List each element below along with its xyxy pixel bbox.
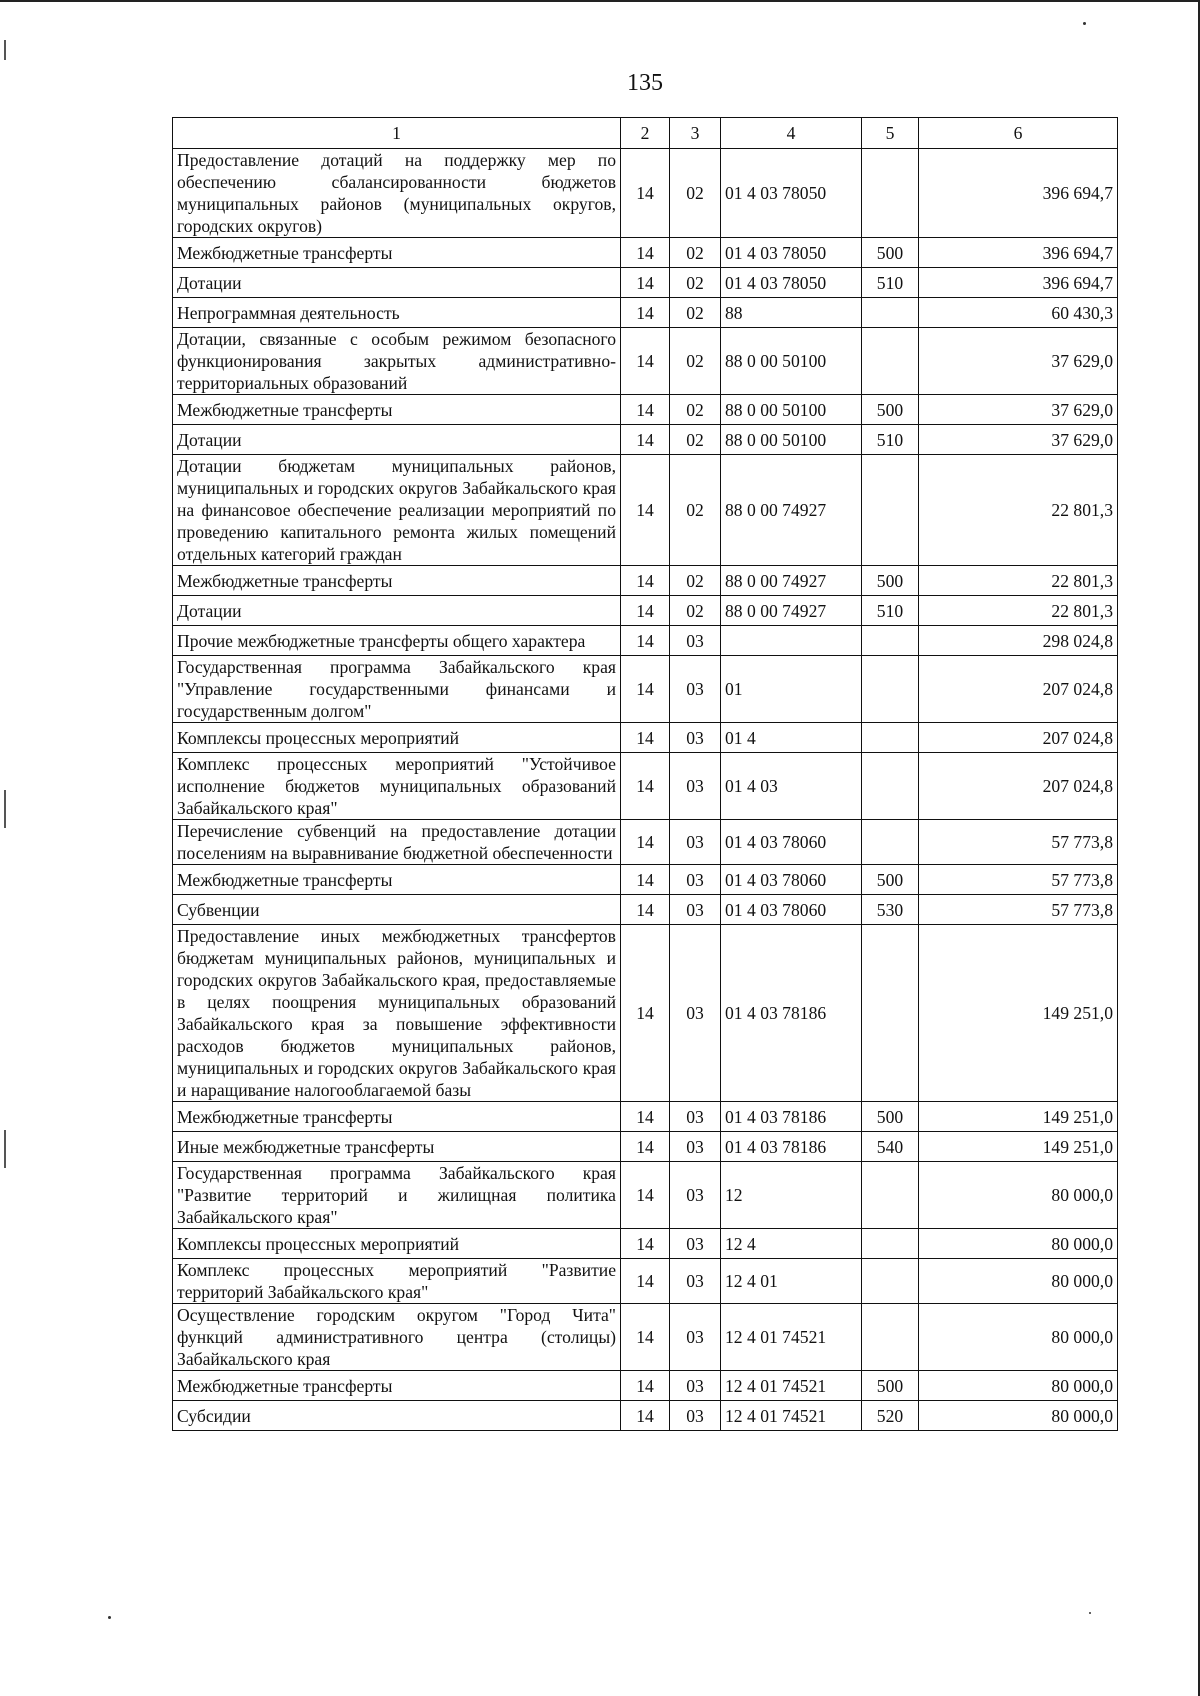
table-row	[173, 865, 1118, 895]
subsection-code-cell: 03	[670, 1304, 721, 1371]
section-code-cell: 14	[621, 1229, 670, 1259]
section-code-cell: 14	[621, 149, 670, 238]
subsection-code-cell: 02	[670, 596, 721, 626]
amount-cell: 22 801,3	[919, 596, 1118, 626]
target-article-cell: 01 4 03 78186	[721, 1132, 862, 1162]
table-row	[173, 328, 1118, 395]
amount-cell: 396 694,7	[919, 149, 1118, 238]
scan-edge-mark	[4, 790, 6, 828]
expense-type-cell: 520	[862, 1401, 919, 1431]
section-code-cell: 14	[621, 596, 670, 626]
row-name-cell: Перечисление субвенций на предоставление дотации поселениям на выравнивание бюджетной обеспеченности	[173, 820, 621, 865]
expense-type-cell: 530	[862, 895, 919, 925]
table-row	[173, 1259, 1118, 1304]
row-name-cell: Дотации	[173, 596, 621, 626]
row-name-cell: Комплекс процессных мероприятий "Устойчивое исполнение бюджетов муниципальных образований Забайкальского края"	[173, 753, 621, 820]
amount-cell: 298 024,8	[919, 626, 1118, 656]
subsection-code-cell: 03	[670, 626, 721, 656]
column-header: 1	[173, 118, 621, 149]
table-row	[173, 626, 1118, 656]
row-name-cell: Межбюджетные трансферты	[173, 865, 621, 895]
table-row	[173, 925, 1118, 1102]
amount-cell: 60 430,3	[919, 298, 1118, 328]
table-header-row	[173, 118, 1118, 149]
target-article-cell: 12	[721, 1162, 862, 1229]
section-code-cell: 14	[621, 1132, 670, 1162]
amount-cell: 80 000,0	[919, 1229, 1118, 1259]
expense-type-cell	[862, 656, 919, 723]
subsection-code-cell: 03	[670, 1401, 721, 1431]
amount-cell: 37 629,0	[919, 395, 1118, 425]
target-article-cell: 01 4 03 78186	[721, 925, 862, 1102]
expense-type-cell: 540	[862, 1132, 919, 1162]
amount-cell: 80 000,0	[919, 1162, 1118, 1229]
expense-type-cell: 500	[862, 1102, 919, 1132]
target-article-cell: 01 4 03	[721, 753, 862, 820]
expense-type-cell	[862, 1162, 919, 1229]
row-name-cell: Дотации бюджетам муниципальных районов, муниципальных и городских округов Забайкальского края на финансовое обеспечение реализации мероприятий по проведению капитального ремонта жилых помещений отдельных категорий граждан	[173, 455, 621, 566]
scan-edge-mark	[4, 1130, 6, 1168]
amount-cell: 149 251,0	[919, 1132, 1118, 1162]
subsection-code-cell: 03	[670, 895, 721, 925]
table-row	[173, 1304, 1118, 1371]
table-row	[173, 1371, 1118, 1401]
section-code-cell: 14	[621, 656, 670, 723]
row-name-cell: Предоставление дотаций на поддержку мер по обеспечению сбалансированности бюджетов муниципальных районов (муниципальных округов, городских округов)	[173, 149, 621, 238]
table-row	[173, 1102, 1118, 1132]
target-article-cell: 01 4 03 78060	[721, 820, 862, 865]
subsection-code-cell: 03	[670, 1229, 721, 1259]
row-name-cell: Дотации, связанные с особым режимом безопасного функционирования закрытых административно-территориальных образований	[173, 328, 621, 395]
section-code-cell: 14	[621, 895, 670, 925]
subsection-code-cell: 03	[670, 925, 721, 1102]
section-code-cell: 14	[621, 723, 670, 753]
target-article-cell: 01 4	[721, 723, 862, 753]
amount-cell: 149 251,0	[919, 925, 1118, 1102]
expense-type-cell: 500	[862, 865, 919, 895]
expense-type-cell	[862, 1304, 919, 1371]
expense-type-cell: 500	[862, 566, 919, 596]
target-article-cell: 12 4 01	[721, 1259, 862, 1304]
section-code-cell: 14	[621, 626, 670, 656]
expense-type-cell: 500	[862, 1371, 919, 1401]
subsection-code-cell: 02	[670, 149, 721, 238]
table-row	[173, 723, 1118, 753]
amount-cell: 22 801,3	[919, 566, 1118, 596]
amount-cell: 396 694,7	[919, 238, 1118, 268]
row-name-cell: Межбюджетные трансферты	[173, 1371, 621, 1401]
section-code-cell: 14	[621, 455, 670, 566]
column-header: 5	[862, 118, 919, 149]
row-name-cell: Государственная программа Забайкальского края "Развитие территорий и жилищная политика Забайкальского края"	[173, 1162, 621, 1229]
subsection-code-cell: 03	[670, 820, 721, 865]
table-row	[173, 566, 1118, 596]
table-row	[173, 238, 1118, 268]
row-name-cell: Субсидии	[173, 1401, 621, 1431]
expense-type-cell: 500	[862, 395, 919, 425]
expense-type-cell: 500	[862, 238, 919, 268]
amount-cell: 37 629,0	[919, 425, 1118, 455]
target-article-cell: 88 0 00 74927	[721, 596, 862, 626]
expense-type-cell: 510	[862, 425, 919, 455]
target-article-cell: 88 0 00 74927	[721, 566, 862, 596]
target-article-cell: 01 4 03 78060	[721, 865, 862, 895]
subsection-code-cell: 03	[670, 1259, 721, 1304]
target-article-cell: 01 4 03 78186	[721, 1102, 862, 1132]
target-article-cell: 12 4 01 74521	[721, 1371, 862, 1401]
target-article-cell: 88 0 00 74927	[721, 455, 862, 566]
expense-type-cell	[862, 298, 919, 328]
table-row	[173, 656, 1118, 723]
table-row	[173, 1401, 1118, 1431]
amount-cell: 207 024,8	[919, 656, 1118, 723]
amount-cell: 207 024,8	[919, 753, 1118, 820]
subsection-code-cell: 02	[670, 395, 721, 425]
row-name-cell: Комплексы процессных мероприятий	[173, 723, 621, 753]
subsection-code-cell: 02	[670, 238, 721, 268]
table-row	[173, 455, 1118, 566]
row-name-cell: Прочие межбюджетные трансферты общего характера	[173, 626, 621, 656]
subsection-code-cell: 03	[670, 723, 721, 753]
section-code-cell: 14	[621, 566, 670, 596]
target-article-cell: 88 0 00 50100	[721, 425, 862, 455]
section-code-cell: 14	[621, 925, 670, 1102]
target-article-cell: 12 4	[721, 1229, 862, 1259]
expense-type-cell	[862, 626, 919, 656]
table-row	[173, 395, 1118, 425]
expense-type-cell: 510	[862, 268, 919, 298]
target-article-cell: 88 0 00 50100	[721, 395, 862, 425]
page-number: 135	[627, 70, 663, 96]
row-name-cell: Государственная программа Забайкальского края "Управление государственными финансами и государственным долгом"	[173, 656, 621, 723]
target-article-cell: 88	[721, 298, 862, 328]
section-code-cell: 14	[621, 238, 670, 268]
section-code-cell: 14	[621, 820, 670, 865]
target-article-cell: 01 4 03 78050	[721, 238, 862, 268]
row-name-cell: Межбюджетные трансферты	[173, 1102, 621, 1132]
section-code-cell: 14	[621, 395, 670, 425]
table-row	[173, 268, 1118, 298]
expense-type-cell	[862, 328, 919, 395]
subsection-code-cell: 03	[670, 1102, 721, 1132]
row-name-cell: Межбюджетные трансферты	[173, 395, 621, 425]
row-name-cell: Субвенции	[173, 895, 621, 925]
amount-cell: 80 000,0	[919, 1371, 1118, 1401]
table-row	[173, 149, 1118, 238]
amount-cell: 57 773,8	[919, 865, 1118, 895]
table-row	[173, 895, 1118, 925]
row-name-cell: Непрограммная деятельность	[173, 298, 621, 328]
target-article-cell: 01 4 03 78050	[721, 149, 862, 238]
section-code-cell: 14	[621, 328, 670, 395]
section-code-cell: 14	[621, 1102, 670, 1132]
scan-edge-mark	[4, 40, 6, 60]
column-header: 2	[621, 118, 670, 149]
row-name-cell: Осуществление городским округом "Город Чита" функций административного центра (столицы) Забайкальского края	[173, 1304, 621, 1371]
table-row	[173, 1162, 1118, 1229]
section-code-cell: 14	[621, 753, 670, 820]
target-article-cell: 01 4 03 78060	[721, 895, 862, 925]
column-header: 6	[919, 118, 1118, 149]
expense-type-cell: 510	[862, 596, 919, 626]
subsection-code-cell: 03	[670, 1132, 721, 1162]
subsection-code-cell: 02	[670, 425, 721, 455]
section-code-cell: 14	[621, 1371, 670, 1401]
amount-cell: 207 024,8	[919, 723, 1118, 753]
amount-cell: 22 801,3	[919, 455, 1118, 566]
target-article-cell: 01	[721, 656, 862, 723]
amount-cell: 149 251,0	[919, 1102, 1118, 1132]
section-code-cell: 14	[621, 865, 670, 895]
budget-table	[172, 117, 1118, 1431]
expense-type-cell	[862, 1259, 919, 1304]
amount-cell: 57 773,8	[919, 895, 1118, 925]
expense-type-cell	[862, 925, 919, 1102]
table-body	[173, 149, 1118, 1431]
table-row	[173, 298, 1118, 328]
row-name-cell: Межбюджетные трансферты	[173, 566, 621, 596]
row-name-cell: Комплекс процессных мероприятий "Развитие территорий Забайкальского края"	[173, 1259, 621, 1304]
row-name-cell: Иные межбюджетные трансферты	[173, 1132, 621, 1162]
table-row	[173, 753, 1118, 820]
section-code-cell: 14	[621, 1259, 670, 1304]
target-article-cell	[721, 626, 862, 656]
target-article-cell: 12 4 01 74521	[721, 1401, 862, 1431]
scan-speck	[1089, 1612, 1091, 1614]
row-name-cell: Комплексы процессных мероприятий	[173, 1229, 621, 1259]
subsection-code-cell: 02	[670, 298, 721, 328]
subsection-code-cell: 02	[670, 328, 721, 395]
table-row	[173, 1229, 1118, 1259]
table-row	[173, 596, 1118, 626]
subsection-code-cell: 03	[670, 1162, 721, 1229]
section-code-cell: 14	[621, 1162, 670, 1229]
amount-cell: 57 773,8	[919, 820, 1118, 865]
table-row	[173, 1132, 1118, 1162]
table-row	[173, 425, 1118, 455]
amount-cell: 80 000,0	[919, 1304, 1118, 1371]
expense-type-cell	[862, 723, 919, 753]
target-article-cell: 01 4 03 78050	[721, 268, 862, 298]
table-row	[173, 820, 1118, 865]
subsection-code-cell: 03	[670, 1371, 721, 1401]
section-code-cell: 14	[621, 1304, 670, 1371]
subsection-code-cell: 02	[670, 566, 721, 596]
section-code-cell: 14	[621, 1401, 670, 1431]
column-header: 4	[721, 118, 862, 149]
amount-cell: 80 000,0	[919, 1259, 1118, 1304]
section-code-cell: 14	[621, 298, 670, 328]
row-name-cell: Дотации	[173, 268, 621, 298]
subsection-code-cell: 03	[670, 656, 721, 723]
expense-type-cell	[862, 149, 919, 238]
row-name-cell: Дотации	[173, 425, 621, 455]
subsection-code-cell: 03	[670, 865, 721, 895]
target-article-cell: 88 0 00 50100	[721, 328, 862, 395]
subsection-code-cell: 02	[670, 268, 721, 298]
amount-cell: 37 629,0	[919, 328, 1118, 395]
section-code-cell: 14	[621, 425, 670, 455]
expense-type-cell	[862, 820, 919, 865]
scan-speck	[1083, 22, 1086, 25]
subsection-code-cell: 02	[670, 455, 721, 566]
scan-border-top	[0, 0, 1200, 2]
section-code-cell: 14	[621, 268, 670, 298]
expense-type-cell	[862, 455, 919, 566]
amount-cell: 396 694,7	[919, 268, 1118, 298]
subsection-code-cell: 03	[670, 753, 721, 820]
expense-type-cell	[862, 1229, 919, 1259]
column-header: 3	[670, 118, 721, 149]
amount-cell: 80 000,0	[919, 1401, 1118, 1431]
scan-speck	[108, 1616, 111, 1619]
row-name-cell: Предоставление иных межбюджетных трансфертов бюджетам муниципальных районов, муниципальных и городских округов Забайкальского края, предоставляемые в целях поощрения муниципальных образований Забайкальского края за повышение эффективности расходов бюджетов муниципальных районов, муниципальных и городских округов Забайкальского края и наращивание налогооблагаемой базы	[173, 925, 621, 1102]
row-name-cell: Межбюджетные трансферты	[173, 238, 621, 268]
target-article-cell: 12 4 01 74521	[721, 1304, 862, 1371]
expense-type-cell	[862, 753, 919, 820]
